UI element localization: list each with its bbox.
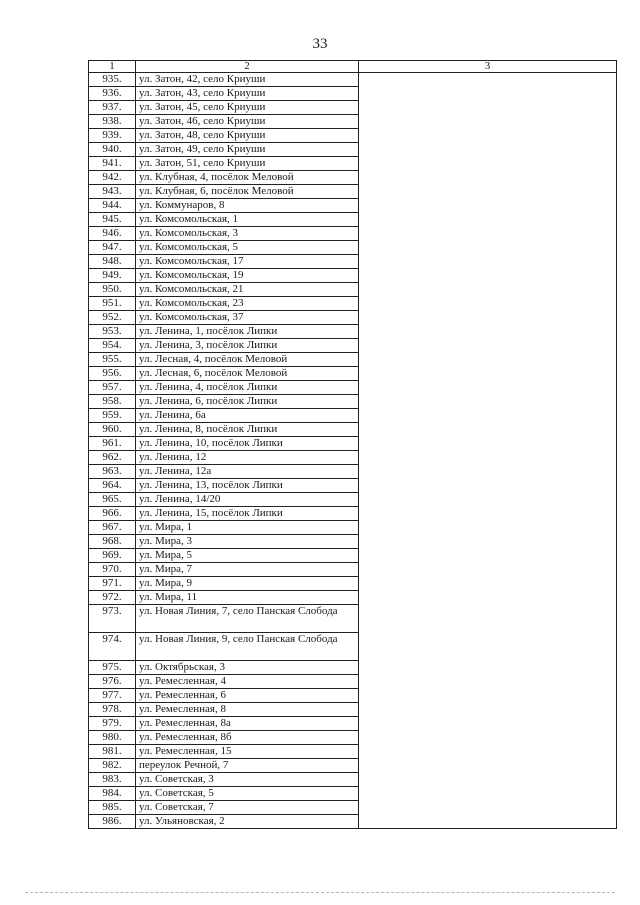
row-address: ул. Затон, 48, село Криуши [136,129,359,143]
row-address: ул. Комсомольская, 37 [136,311,359,325]
row-number: 972. [89,591,136,605]
row-number: 940. [89,143,136,157]
row-address: ул. Комсомольская, 19 [136,269,359,283]
row-address: ул. Комсомольская, 3 [136,227,359,241]
row-number: 984. [89,787,136,801]
row-address: ул. Коммунаров, 8 [136,199,359,213]
row-address: ул. Ремесленная, 6 [136,689,359,703]
row-number: 966. [89,507,136,521]
row-address: ул. Затон, 42, село Криуши [136,73,359,87]
row-address: ул. Ленина, 6а [136,409,359,423]
row-number: 942. [89,171,136,185]
row-number: 953. [89,325,136,339]
row-address: ул. Ленина, 13, посёлок Липки [136,479,359,493]
row-number: 982. [89,759,136,773]
row-address: ул. Мира, 7 [136,563,359,577]
row-number: 937. [89,101,136,115]
row-address: ул. Комсомольская, 21 [136,283,359,297]
row-address: ул. Комсомольская, 17 [136,255,359,269]
row-number: 948. [89,255,136,269]
column-3-empty-cell [359,73,617,829]
row-number: 983. [89,773,136,787]
row-address: ул. Затон, 45, село Криуши [136,101,359,115]
row-number: 941. [89,157,136,171]
row-number: 977. [89,689,136,703]
row-address: ул. Ленина, 8, посёлок Липки [136,423,359,437]
column-header-2: 2 [136,61,359,73]
row-number: 950. [89,283,136,297]
row-number: 970. [89,563,136,577]
row-number: 969. [89,549,136,563]
row-address: ул. Затон, 43, село Криуши [136,87,359,101]
row-number: 965. [89,493,136,507]
row-address: ул. Мира, 11 [136,591,359,605]
row-number: 957. [89,381,136,395]
row-address: ул. Ремесленная, 15 [136,745,359,759]
row-address: ул. Ремесленная, 8б [136,731,359,745]
row-address: ул. Ремесленная, 4 [136,675,359,689]
row-address: ул. Затон, 46, село Криуши [136,115,359,129]
row-address: ул. Ремесленная, 8а [136,717,359,731]
row-number: 971. [89,577,136,591]
row-number: 939. [89,129,136,143]
row-address: ул. Ленина, 15, посёлок Липки [136,507,359,521]
row-address: ул. Лесная, 4, посёлок Меловой [136,353,359,367]
row-address: переулок Речной, 7 [136,759,359,773]
row-number: 938. [89,115,136,129]
table-body [89,73,617,829]
row-address: ул. Новая Линия, 9, село Панская Слобода [136,633,359,661]
table-row [89,73,617,87]
row-address: ул. Новая Линия, 7, село Панская Слобода [136,605,359,633]
row-number: 960. [89,423,136,437]
row-number: 956. [89,367,136,381]
row-number: 980. [89,731,136,745]
row-address: ул. Клубная, 6, посёлок Меловой [136,185,359,199]
row-number: 958. [89,395,136,409]
page-number: 33 [312,36,328,52]
row-number: 985. [89,801,136,815]
row-address: ул. Октябрьская, 3 [136,661,359,675]
row-address: ул. Ленина, 12 [136,451,359,465]
row-number: 949. [89,269,136,283]
row-address: ул. Советская, 5 [136,787,359,801]
column-header-1: 1 [89,61,136,73]
row-number: 943. [89,185,136,199]
row-number: 967. [89,521,136,535]
row-number: 963. [89,465,136,479]
table-header [89,61,617,73]
row-address: ул. Клубная, 4, посёлок Меловой [136,171,359,185]
row-address: ул. Комсомольская, 5 [136,241,359,255]
row-address: ул. Ленина, 1, посёлок Липки [136,325,359,339]
row-address: ул. Затон, 49, село Криуши [136,143,359,157]
row-address: ул. Мира, 3 [136,535,359,549]
row-number: 979. [89,717,136,731]
row-number: 944. [89,199,136,213]
row-number: 978. [89,703,136,717]
row-address: ул. Комсомольская, 1 [136,213,359,227]
row-address: ул. Советская, 7 [136,801,359,815]
row-address: ул. Советская, 3 [136,773,359,787]
row-address: ул. Лесная, 6, посёлок Меловой [136,367,359,381]
row-address: ул. Ленина, 3, посёлок Липки [136,339,359,353]
row-address: ул. Мира, 5 [136,549,359,563]
row-number: 936. [89,87,136,101]
address-table [88,60,617,829]
row-number: 962. [89,451,136,465]
column-header-3: 3 [359,61,617,73]
row-address: ул. Мира, 9 [136,577,359,591]
row-address: ул. Затон, 51, село Криуши [136,157,359,171]
row-number: 945. [89,213,136,227]
row-address: ул. Ремесленная, 8 [136,703,359,717]
row-number: 955. [89,353,136,367]
row-address: ул. Ленина, 12а [136,465,359,479]
row-number: 986. [89,815,136,829]
row-number: 946. [89,227,136,241]
row-address: ул. Ленина, 6, посёлок Липки [136,395,359,409]
row-address: ул. Комсомольская, 23 [136,297,359,311]
row-number: 968. [89,535,136,549]
row-number: 935. [89,73,136,87]
row-number: 975. [89,661,136,675]
row-number: 954. [89,339,136,353]
row-number: 974. [89,633,136,661]
row-number: 959. [89,409,136,423]
row-number: 976. [89,675,136,689]
row-number: 981. [89,745,136,759]
row-address: ул. Ленина, 10, посёлок Липки [136,437,359,451]
row-address: ул. Ульяновская, 2 [136,815,359,829]
row-number: 952. [89,311,136,325]
row-number: 964. [89,479,136,493]
row-number: 947. [89,241,136,255]
row-number: 961. [89,437,136,451]
row-address: ул. Ленина, 14/20 [136,493,359,507]
row-number: 951. [89,297,136,311]
row-address: ул. Ленина, 4, посёлок Липки [136,381,359,395]
row-number: 973. [89,605,136,633]
scan-artifact-line [25,892,615,893]
row-address: ул. Мира, 1 [136,521,359,535]
header-row [89,61,617,73]
